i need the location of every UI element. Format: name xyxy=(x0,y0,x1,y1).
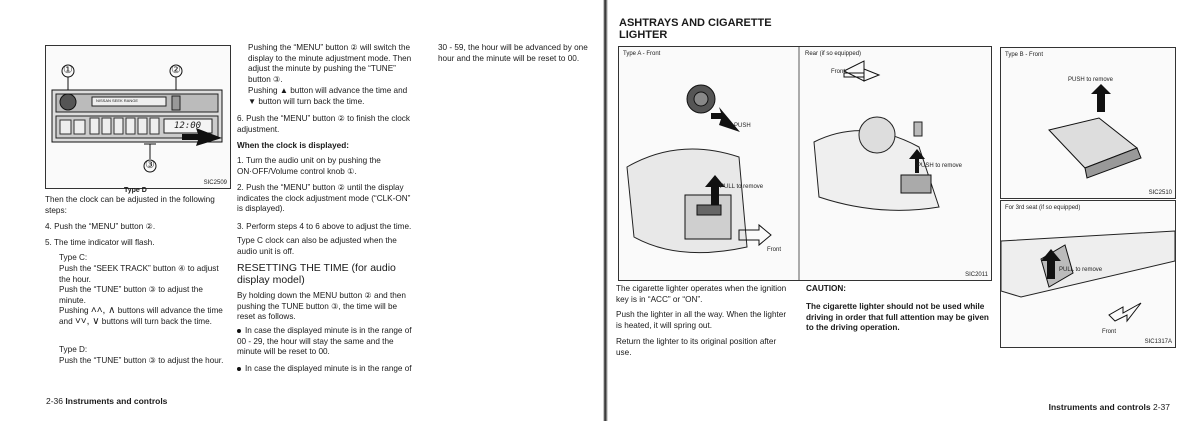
front-bottom-label: Front xyxy=(767,247,782,253)
typeC-3c: buttons will turn back the time. xyxy=(101,316,212,326)
typeD-1: Push the “TUNE” button ③ to adjust the hour. xyxy=(59,356,224,365)
lighter-p3: Return the lighter to its original position after use. xyxy=(616,337,777,357)
col2-p1: Pushing the “MENU” button ② will switch the display to the minute adjustment mode. Then adjust the minute by pushing the “TUNE” button ③. xyxy=(248,43,412,84)
reset-bullet-1 xyxy=(237,326,414,358)
advance-icon: ˄˄, ∧ xyxy=(90,305,116,316)
typeC-note: Type C clock can also be adjusted when the audio unit is off. xyxy=(237,236,397,256)
typeB-figure xyxy=(1000,47,1176,199)
right-footer-section: Instruments and controls xyxy=(1048,402,1151,412)
col3-text: 30 - 59, the hour will be advanced by one hour and the minute will be reset to 00. xyxy=(438,43,588,63)
typeB-label: Type B - Front xyxy=(1005,52,1044,58)
clock-readout: 12:00 xyxy=(174,121,202,131)
left-footer-section: Instruments and controls xyxy=(65,396,168,406)
ashtray-figure xyxy=(618,46,992,281)
bullet-icon xyxy=(237,329,241,333)
radio-figure xyxy=(45,45,231,189)
typeA-label: Type A - Front xyxy=(623,51,661,57)
typeC-3b: buttons will advance the time and xyxy=(59,306,223,326)
reset-bullet-2-text: In case the displayed minute is in the range of xyxy=(245,364,412,373)
figure-caption: Type D xyxy=(124,187,147,194)
main-figure-code: SIC2011 xyxy=(965,272,988,278)
col2-d1: 1. Turn the audio unit on by pushing the ON·OFF/Volume control knob ①. xyxy=(237,156,381,176)
third-seat-front: Front xyxy=(1102,329,1117,335)
callout-3: ③ xyxy=(145,159,155,171)
typeD-heading: Type D: xyxy=(59,345,88,354)
reset-bullet-1-text: In case the displayed minute is in the range of 00 - 29, the hour will stay the same and the minute will be reset to 00. xyxy=(237,326,412,357)
reset-bullet-2 xyxy=(237,364,414,375)
typeC-2: Push the “TUNE” button ③ to adjust the minute. xyxy=(59,285,203,305)
callout-1: ① xyxy=(63,64,73,76)
third-seat-diagram xyxy=(1001,201,1175,347)
typeC-3a: Pushing xyxy=(59,306,89,315)
col2-d2: 2. Push the “MENU” button ② until the display indicates the clock adjustment mode (“CLK-ON” is displayed). xyxy=(237,183,411,214)
back-icon: ˅˅, ∨ xyxy=(74,315,100,327)
rear-label: Rear (if so equipped) xyxy=(805,51,862,57)
bullet-icon xyxy=(237,367,241,371)
book-spine xyxy=(603,0,608,421)
third-seat-code: SIC1317A xyxy=(1144,339,1172,345)
reset-heading: RESETTING THE TIME (for audio display model) xyxy=(237,262,396,286)
radio-diagram xyxy=(46,46,230,188)
col1-intro: Then the clock can be adjusted in the following steps: xyxy=(45,195,215,215)
push-label: PUSH xyxy=(734,123,751,129)
col1-step4: 4. Push the “MENU” button ②. xyxy=(45,222,156,231)
typeC-3 xyxy=(59,306,231,327)
third-seat-pull-remove: PULL to remove xyxy=(1059,267,1103,273)
right-footer xyxy=(1049,402,1170,412)
push-remove-label: PUSH to remove xyxy=(917,163,963,169)
lighter-p2: Push the lighter in all the way. When the lighter is heated, it will spring out. xyxy=(616,310,787,330)
caution-body: The cigarette lighter should not be used while driving in order that full attention may be given to the driving operation. xyxy=(806,302,989,333)
third-seat-figure xyxy=(1000,200,1176,348)
right-page-number: 2-37 xyxy=(1152,402,1170,412)
typeB-code: SIC2510 xyxy=(1148,190,1172,196)
col2-d3: 3. Perform steps 4 to 6 above to adjust the time. xyxy=(237,222,412,231)
deck-label: NISSAN SEEK RANGE xyxy=(96,98,139,103)
figure-code: SIC2509 xyxy=(203,180,227,186)
typeB-push-remove: PUSH to remove xyxy=(1068,77,1114,83)
front-top-label: Front xyxy=(831,69,846,75)
clock-displayed-heading: When the clock is displayed: xyxy=(237,141,349,150)
col2-step6: 6. Push the “MENU” button ② to finish the clock adjustment. xyxy=(237,114,410,134)
left-page-number: 2-36 xyxy=(46,396,64,406)
typeC-heading: Type C: xyxy=(59,253,88,262)
left-footer xyxy=(46,396,167,406)
right-page-title: ASHTRAYS AND CIGARETTE LIGHTER xyxy=(619,17,772,41)
typeB-diagram xyxy=(1001,48,1175,198)
caution-heading: CAUTION: xyxy=(806,284,847,293)
reset-intro: By holding down the MENU button ② and then pushing the TUNE button ③, the time will be reset as follows. xyxy=(237,291,406,322)
callout-2: ② xyxy=(171,64,181,76)
lighter-p1: The cigarette lighter operates when the ignition key is in “ACC” or “ON”. xyxy=(616,284,787,304)
typeC-1: Push the “SEEK TRACK” button ④ to adjust the hour. xyxy=(59,264,219,284)
pull-remove-label: PULL to remove xyxy=(720,184,764,190)
col1-step5: 5. The time indicator will flash. xyxy=(45,238,155,247)
third-seat-label: For 3rd seat (if so equipped) xyxy=(1005,205,1081,211)
col2-p2: Pushing ▲ button will advance the time and ▼ button will turn back the time. xyxy=(248,86,408,106)
